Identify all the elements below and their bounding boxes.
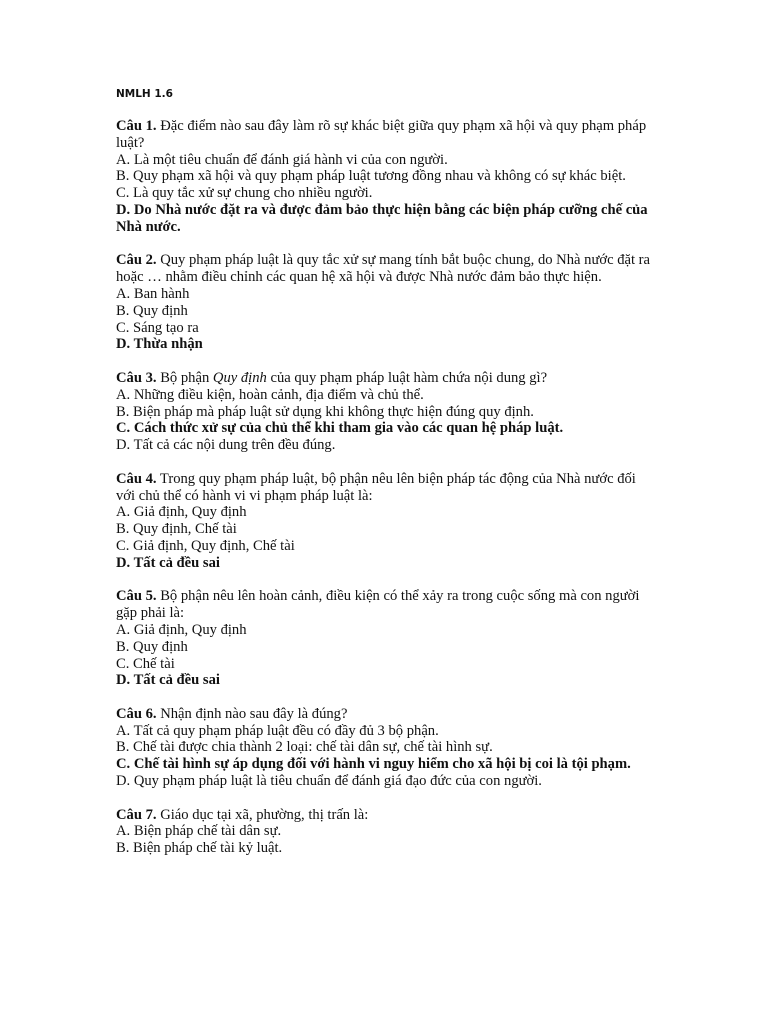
question-body: Nhận định nào sau đây là đúng? xyxy=(156,705,348,722)
answer-option-b: B. Biện pháp chế tài kỷ luật. xyxy=(116,840,283,857)
question-1 xyxy=(116,118,656,236)
question-text xyxy=(116,706,656,723)
answer-option-d: D. Quy phạm pháp luật là tiêu chuẩn để đánh giá đạo đức của con người. xyxy=(116,773,542,790)
answer-option-b: B. Chế tài được chia thành 2 loại: chế tài dân sự, chế tài hình sự. xyxy=(116,739,493,756)
answer-option-a: A. Biện pháp chế tài dân sự. xyxy=(116,823,282,840)
question-label: Câu 3. xyxy=(116,369,157,386)
question-label: Câu 7. xyxy=(116,806,157,823)
answer-option-b: B. Biện pháp mà pháp luật sử dụng khi không thực hiện đúng quy định. xyxy=(116,403,534,420)
answer-option-a: A. Giả định, Quy định xyxy=(116,621,247,638)
question-text xyxy=(116,118,656,152)
answer-option-c: C. Là quy tắc xử sự chung cho nhiều người. xyxy=(116,185,373,202)
answer-option-a: A. Tất cả quy phạm pháp luật đều có đầy đủ 3 bộ phận. xyxy=(116,722,439,739)
answer-option-b: B. Quy định xyxy=(116,638,188,655)
question-body-italic: Quy định xyxy=(212,369,267,386)
question-text xyxy=(116,370,656,387)
question-6 xyxy=(116,706,656,790)
question-text xyxy=(116,807,656,824)
answer-option-a: A. Giả định, Quy định xyxy=(116,504,247,521)
answer-option-d: D. Thừa nhận xyxy=(116,336,203,353)
answer-option-d: D. Tất cả các nội dung trên đều đúng. xyxy=(116,437,336,454)
question-5 xyxy=(116,588,656,689)
answer-option-c: C. Giả định, Quy định, Chế tài xyxy=(116,537,295,554)
answer-option-a: A. Là một tiêu chuẩn để đánh giá hành vi của con người. xyxy=(116,151,448,168)
answer-option-d: D. Tất cả đều sai xyxy=(116,672,220,689)
answer-option-c: C. Chế tài hình sự áp dụng đối với hành vi nguy hiểm cho xã hội bị coi là tội phạm. xyxy=(116,756,631,773)
answer-option-d: D. Do Nhà nước đặt ra và được đảm bảo thực hiện bằng các biện pháp cưỡng chế của Nhà nước. xyxy=(116,201,648,235)
question-body: Trong quy phạm pháp luật, bộ phận nêu lên biện pháp tác động của Nhà nước đối với chủ thể có hành vi vi phạm pháp luật là: xyxy=(116,470,636,504)
question-2 xyxy=(116,252,656,353)
document-page xyxy=(116,86,656,874)
answer-option-b: B. Quy định, Chế tài xyxy=(116,521,237,538)
document-title: NMLH 1.6 xyxy=(116,88,173,100)
question-label: Câu 5. xyxy=(116,588,157,605)
answer-option-a: A. Những điều kiện, hoàn cảnh, địa điểm và chủ thể. xyxy=(116,386,424,403)
answer-option-b: B. Quy định xyxy=(116,302,188,319)
question-3 xyxy=(116,370,656,454)
question-text xyxy=(116,588,656,622)
answer-option-c: C. Cách thức xử sự của chủ thể khi tham gia vào các quan hệ pháp luật. xyxy=(116,420,564,437)
answer-option-c: C. Sáng tạo ra xyxy=(116,319,199,336)
question-body: Giáo dục tại xã, phường, thị trấn là: xyxy=(156,806,369,823)
question-body-end: của quy phạm pháp luật hàm chứa nội dung gì? xyxy=(266,369,548,386)
question-label: Câu 2. xyxy=(116,252,157,269)
question-label: Câu 1. xyxy=(116,118,157,134)
question-label: Câu 4. xyxy=(116,470,157,487)
answer-option-d: D. Tất cả đều sai xyxy=(116,554,220,571)
question-7 xyxy=(116,807,656,857)
question-4 xyxy=(116,471,656,572)
question-body: Đặc điểm nào sau đây làm rõ sự khác biệt giữa quy phạm xã hội và quy phạm pháp luật? xyxy=(116,118,647,151)
answer-option-a: A. Ban hành xyxy=(116,285,190,302)
question-body: Quy phạm pháp luật là quy tắc xử sự mang tính bắt buộc chung, do Nhà nước đặt ra hoặc … nhằm điều chỉnh các quan hệ xã hội và được Nhà nước đảm bảo thực hiện. xyxy=(116,252,651,286)
answer-option-c: C. Chế tài xyxy=(116,655,175,672)
question-body: Bộ phận nêu lên hoàn cảnh, điều kiện có thể xảy ra trong cuộc sống mà con người gặp phải là: xyxy=(116,588,640,622)
question-body-start: Bộ phận xyxy=(156,369,213,386)
answer-option-b: B. Quy phạm xã hội và quy phạm pháp luật tương đồng nhau và không có sự khác biệt. xyxy=(116,168,626,185)
question-label: Câu 6. xyxy=(116,705,157,722)
question-text xyxy=(116,471,656,505)
question-text xyxy=(116,252,656,286)
